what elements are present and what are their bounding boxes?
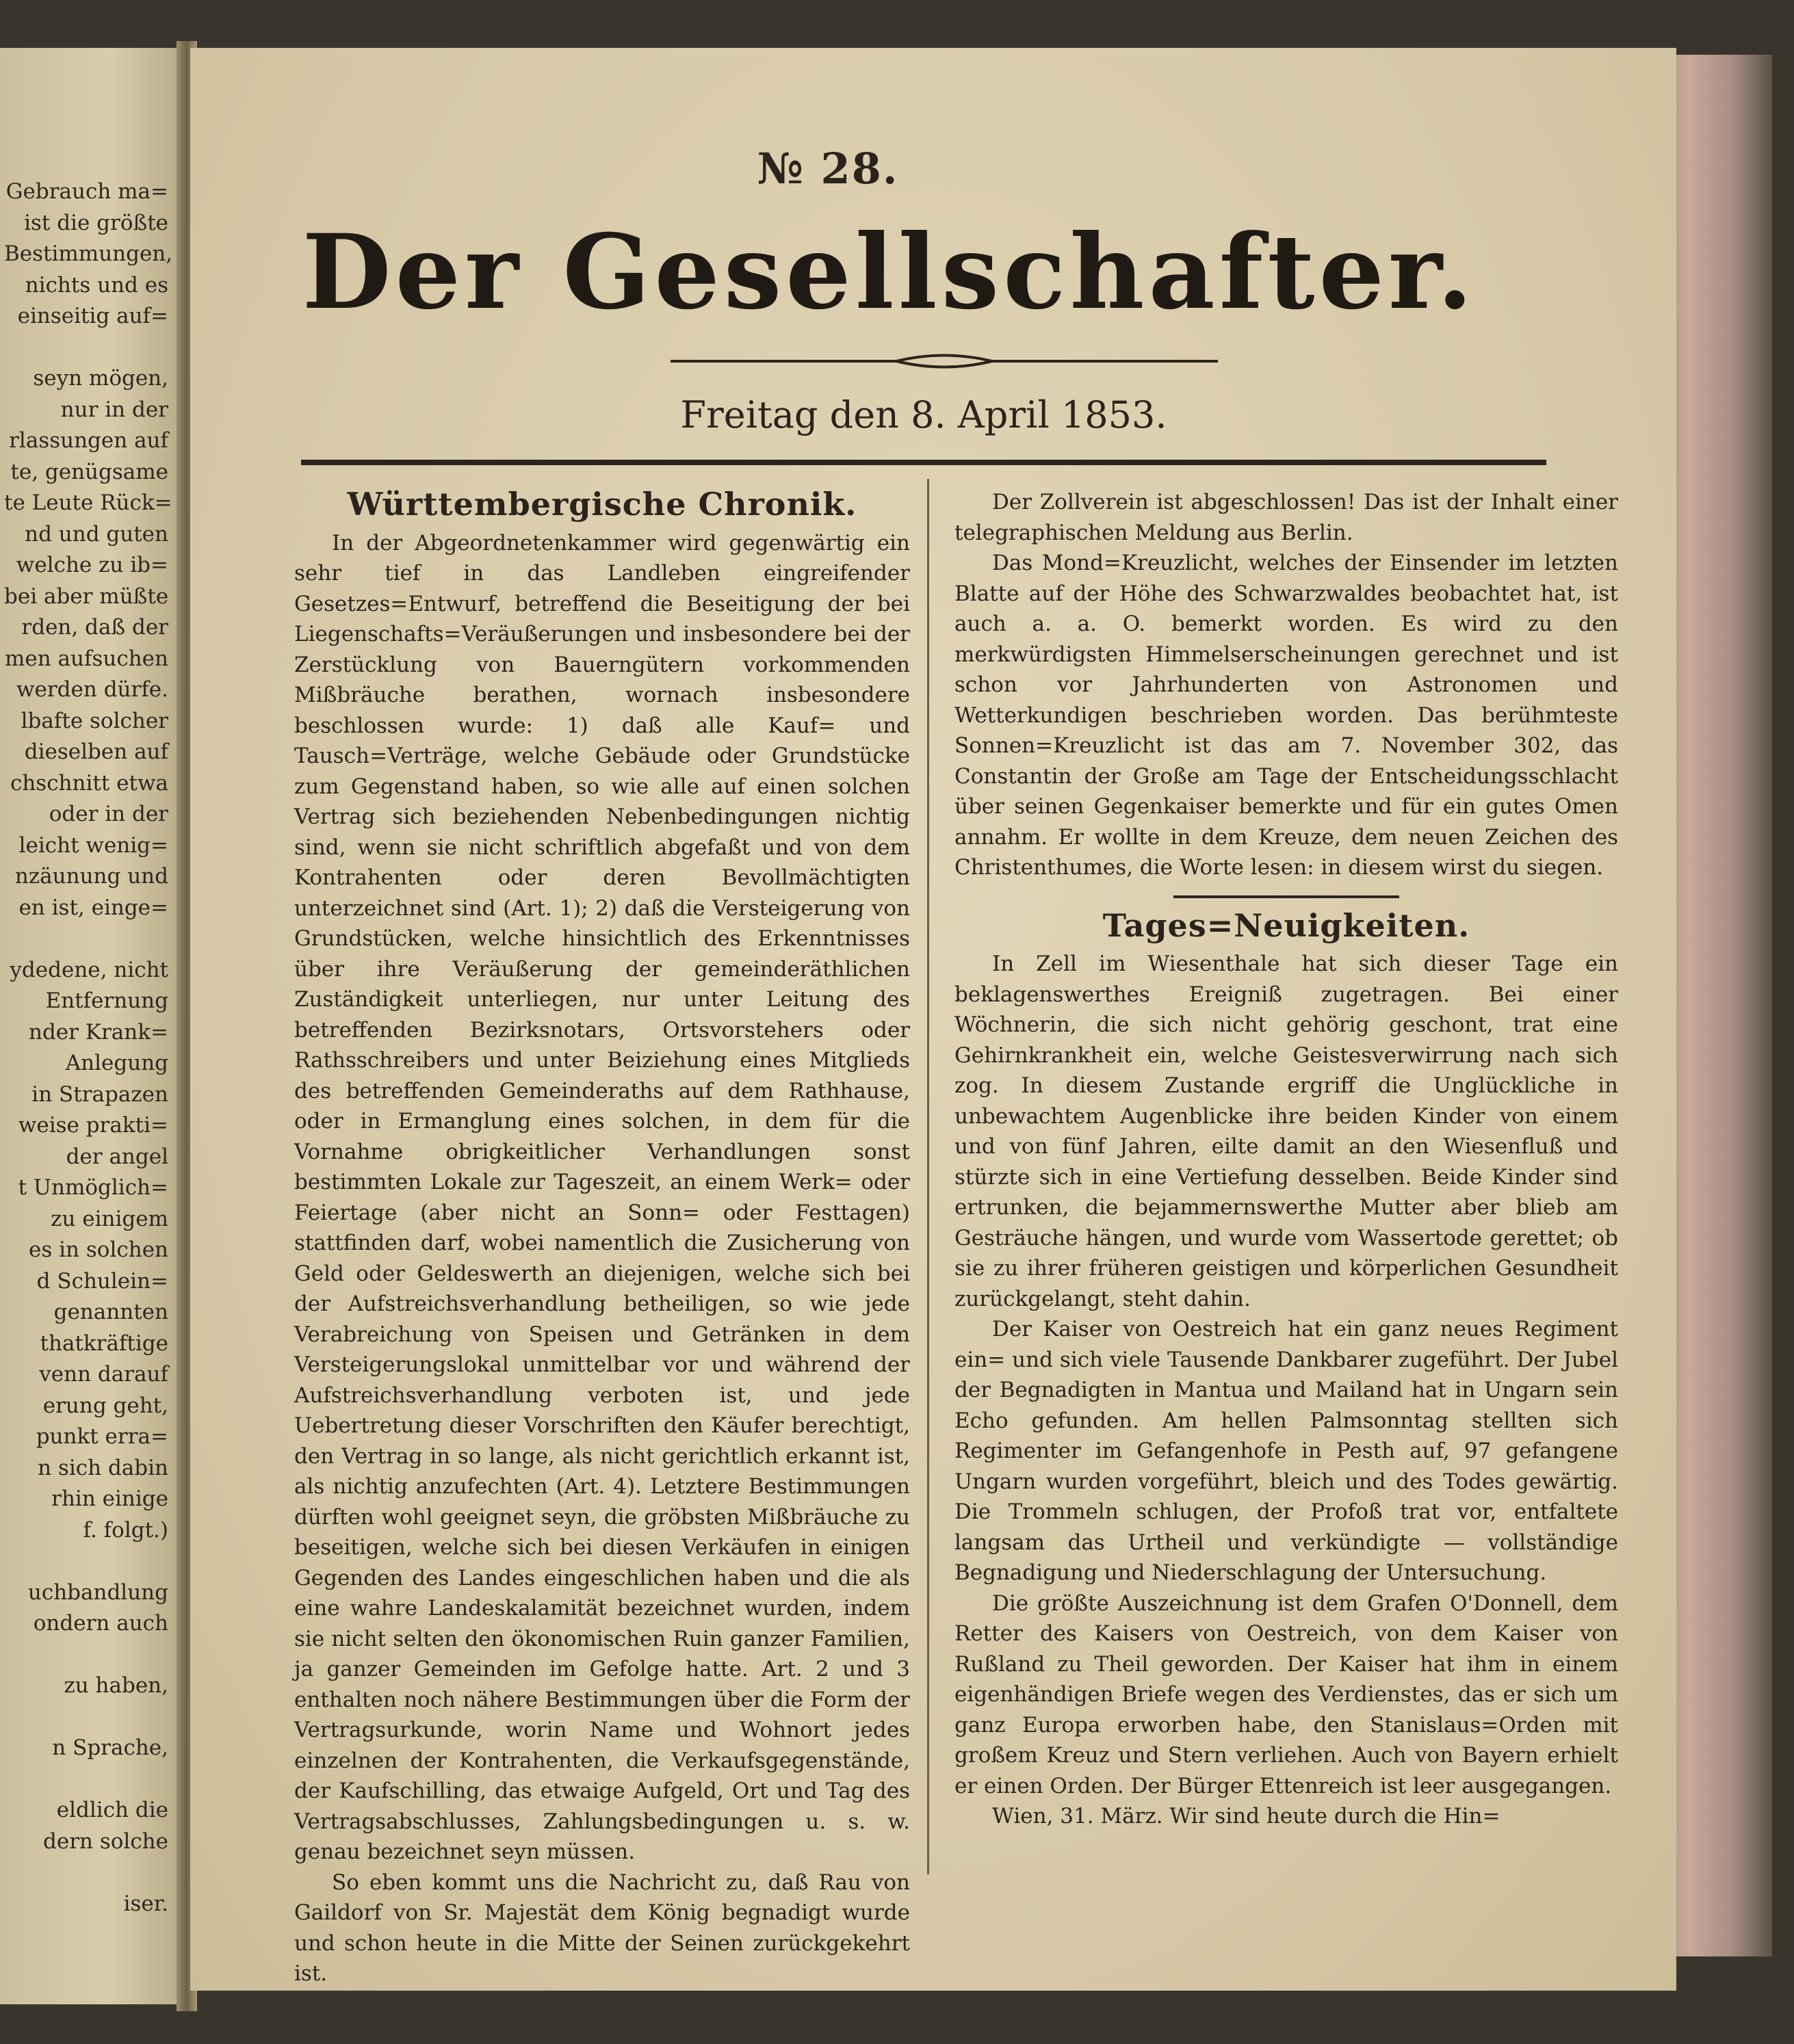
article-paragraph: Die größte Auszeichnung ist dem Grafen O'Donnell, dem Retter des Kaisers von Oestreich, von dem Kaiser von Rußland zu Theil geworden. Der Kaiser hat ihm in einem eigenhändigen Briefe wegen des Verdienstes, das er sich um ganz Europa erworben habe, den Stanislaus=Orden mit großem Kreuz und Stern verliehen. Auch von Bayern erhielt er einen Orden. Der Bürger Ettenreich ist leer ausgegangen.: [954, 1590, 1618, 1798]
header-rule: [301, 460, 1546, 465]
facing-page-line: nzäunung und: [14, 864, 168, 889]
facing-page-line: te, genügsame: [10, 459, 168, 484]
section-separator: [1173, 895, 1399, 898]
facing-page-line: chschnitt etwa: [10, 770, 168, 796]
facing-page-line: zu haben,: [64, 1673, 168, 1698]
facing-page-line: uchbandlung: [27, 1580, 168, 1605]
section-heading-tages: Tages=Neuigkeiten.: [1102, 906, 1470, 944]
facing-page-line: rden, daß der: [21, 615, 168, 640]
article-paragraph: Wien, 31. März. Wir sind heute durch die Hin=: [992, 1804, 1500, 1829]
facing-page-line: zu einigem: [51, 1206, 168, 1231]
facing-page-line: thatkräftige: [40, 1331, 168, 1356]
facing-page-line: dern solche: [43, 1829, 168, 1854]
facing-page-line: nur in der: [60, 397, 168, 422]
facing-page-line: te Leute Rück=: [4, 490, 172, 515]
facing-page-line: f. folgt.): [83, 1517, 168, 1543]
facing-page-line: ydedene, nicht: [10, 957, 168, 982]
facing-page-line: erung geht,: [42, 1393, 168, 1418]
masthead-title: Der Gesellschafter.: [302, 212, 1477, 332]
facing-page-line: Anlegung: [65, 1051, 168, 1075]
right-column: [954, 487, 1618, 1832]
facing-page-line: ist die größte: [24, 210, 168, 235]
facing-page-line: en ist, einge=: [18, 895, 168, 920]
facing-page-line: leicht wenig=: [18, 833, 168, 858]
facing-page-line: d Schulein=: [36, 1268, 168, 1294]
facing-page-line: es in solchen: [29, 1237, 168, 1262]
facing-page-line: der angel: [66, 1144, 168, 1169]
dateline: Freitag den 8. April 1853.: [680, 393, 1167, 436]
facing-page-line: in Strapazen: [31, 1082, 168, 1107]
article-paragraph: Das Mond=Kreuzlicht, welches der Einsender im letzten Blatte auf der Höhe des Schwarzwaldes beobachtet hat, ist auch a. a. O. bemerkt worden. Es wird zu den merkwürdigsten Himmelserscheinungen gerechnet und ist schon vor Jahrhunderten von Astronomen und Wetterkundigen beschrieben worden. Das berühmteste Sonnen=Kreuzlicht ist das am 7. November 302, das Constantin der Große am Tage der Entscheidungsschlacht über seinen Gegenkaiser bemerkte und für ein gutes Omen annahm. Er wollte in dem Kreuze, dem neuen Zeichen des Christenthumes, die Worte lesen: in diesem wirst du siegen.: [954, 551, 1618, 880]
facing-page-line: seyn mögen,: [33, 366, 168, 391]
facing-page-line: t Unmöglich=: [18, 1175, 168, 1200]
facing-page-line: einseitig auf=: [17, 304, 168, 328]
facing-page-line: iser.: [123, 1891, 168, 1916]
facing-page-line: rhin einige: [51, 1486, 168, 1511]
facing-page-line: punkt erra=: [36, 1424, 168, 1449]
facing-page-line: n Sprache,: [52, 1735, 168, 1760]
column-divider: [927, 479, 929, 1874]
facing-page-fragment: [0, 48, 183, 2004]
facing-page-line: Entfernung: [45, 988, 168, 1013]
facing-page-line: venn darauf: [39, 1362, 168, 1387]
facing-page-line: nichts und es: [25, 272, 168, 298]
section-heading-chronik: Württembergische Chronik.: [347, 486, 857, 523]
article-paragraph: Der Kaiser von Oestreich hat ein ganz neues Regiment ein= und sich viele Tausende Dankbarer zugeführt. Der Jubel der Begnadigten in Mantua und Mailand hat in Ungarn sein Echo gefunden. Am hellen Palmsonntag stellten sich Regimenter im Gefangenhofe in Pesth auf, 97 gefangene Ungarn wurden vorgeführt, bleich und des Todes gewärtig. Die Trommeln schlugen, der Profoß trat vor, entfaltete langsam das Urtheil und verkündigte — vollständige Begnadigung und Niederschlagung der Untersuchung.: [954, 1317, 1618, 1585]
facing-page-line: welche zu ib=: [16, 553, 168, 577]
facing-page-line: werden dürfe.: [16, 677, 168, 702]
article-paragraph: So eben kommt uns die Nachricht zu, daß Rau von Gaildorf von Sr. Majestät dem König begnadigt wurde und schon heute in die Mitte der Seinen zurückgekehrt ist.: [294, 1870, 910, 1986]
facing-page-line: nder Krank=: [28, 1019, 168, 1045]
facing-page-line: nd und guten: [25, 521, 168, 547]
facing-page-line: lbafte solcher: [21, 708, 168, 733]
facing-page-line: weise prakti=: [18, 1113, 168, 1138]
article-paragraph: In Zell im Wiesenthale hat sich dieser Tage ein beklagenswerthes Ereigniß zugetragen. Bei einer Wöchnerin, die sich nicht gehörig geschont, trat eine Gehirnkrankheit ein, welche Geistesverwirrung nach sich zog. In diesem Zustande ergriff die Unglückliche in unbewachtem Augenblicke ihre beiden Kinder von einem und von fünf Jahren, eilte damit an den Wiesenfluß und stürzte sich in eine Vertiefung desselben. Beide Kinder sind ertrunken, die bejammernswerthe Mutter aber blieb am Gesträuche hängen, und wurde vom Wassertode gerettet; ob sie zu ihrer früheren geistigen und körperlichen Gesundheit zurückgelangt, steht dahin.: [954, 952, 1618, 1311]
facing-page-line: Bestimmungen,: [4, 241, 173, 266]
left-column: [294, 486, 910, 1989]
issue-number: № 28.: [757, 144, 899, 194]
facing-page-line: n sich dabin: [38, 1455, 168, 1480]
facing-page-line: rlassungen auf: [9, 428, 168, 453]
facing-page-line: dieselben auf: [24, 739, 168, 764]
facing-page-line: ondern auch: [33, 1611, 168, 1636]
facing-page-line: Gebrauch ma=: [5, 179, 168, 204]
article-paragraph: Der Zollverein ist abgeschlossen! Das ist der Inhalt einer telegraphischen Meldung aus Berlin.: [954, 490, 1618, 545]
article-paragraph: In der Abgeordnetenkammer wird gegenwärtig ein sehr tief in das Landleben eingreifender Gesetzes=Entwurf, betreffend die Beseitigung der bei Liegenschafts=Veräußerungen und insbesondere bei der Zerstücklung von Bauerngütern vorkommenden Mißbräuche berathen, wornach insbesondere beschlossen wurde: 1) daß alle Kauf= und Tausch=Verträge, welche Gebäude oder Grundstücke zum Gegenstand haben, so wie alle auf einen solchen Vertrag sich beziehenden Nebenbedingungen nichtig sind, wenn sie nicht schriftlich abgefaßt und von dem Kontrahenten oder deren Bevollmächtigten unterzeichnet sind (Art. 1); 2) daß die Versteigerung von Grundstücken, welche hinsichtlich des Erkenntnisses über ihre Veräußerung der gemeinderäthlichen Zuständigkeit unterliegen, nur unter Leitung des betreffenden Bezirksnotars, Ortsvorstehers oder Rathsschreibers und unter Beiziehung eines Mitglieds des betreffenden Gemeinderaths auf dem Rathhause, oder in Ermanglung eines solchen, in dem für die Vornahme obrigkeitlicher Verhandlungen sonst bestimmten Lokale zur Tageszeit, an einem Werk= oder Feiertage (aber nicht an Sonn= oder Festtagen) stattfinden darf, wobei namentlich die Zusicherung von Geld oder Geldeswerth an diejenigen, welche sich bei der Aufstreichsverhandlung betheiligen, so wie jede Verabreichung von Speisen und Getränken in dem Versteigerungslokal unmittelbar vor und während der Aufstreichsverhandlung verboten ist, und jede Uebertretung dieser Vorschriften den Käufer berechtigt, den Vertrag in so lange, als nicht gerichtlich erkannt ist, als nichtig anzufechten (Art. 4). Letztere Bestimmungen dürften wohl geeignet seyn, die gröbsten Mißbräuche zu beseitigen, welche sich bei diesen Verkäufen in einigen Gegenden des Landes eingeschlichen haben und die als eine wahre Landeskalamität bezeichnet wurden, indem sie nicht selten den ökonomischen Ruin ganzer Familien, ja ganzer Gemeinden im Gefolge hatte. Art. 2 und 3 enthalten noch nähere Bestimmungen über die Form der Vertragsurkunde, worin Name und Wohnort jedes einzelnen der Kontrahenten, die Verkaufsgegenstände, der Kaufschilling, das etwaige Aufgeld, Ort und Tag des Vertragsabschlusses, Zahlungsbedingungen u. s. w. genau bezeichnet seyn müssen.: [294, 530, 910, 1864]
facing-page-line: oder in der: [49, 802, 168, 826]
facing-page-line: eldlich die: [56, 1798, 168, 1822]
facing-page-line: genannten: [53, 1300, 168, 1324]
book-edge: [1669, 55, 1772, 1956]
facing-page-line: bei aber müßte: [4, 584, 169, 609]
facing-page-line: men aufsuchen: [5, 646, 168, 671]
ornament-divider: [671, 352, 1218, 370]
